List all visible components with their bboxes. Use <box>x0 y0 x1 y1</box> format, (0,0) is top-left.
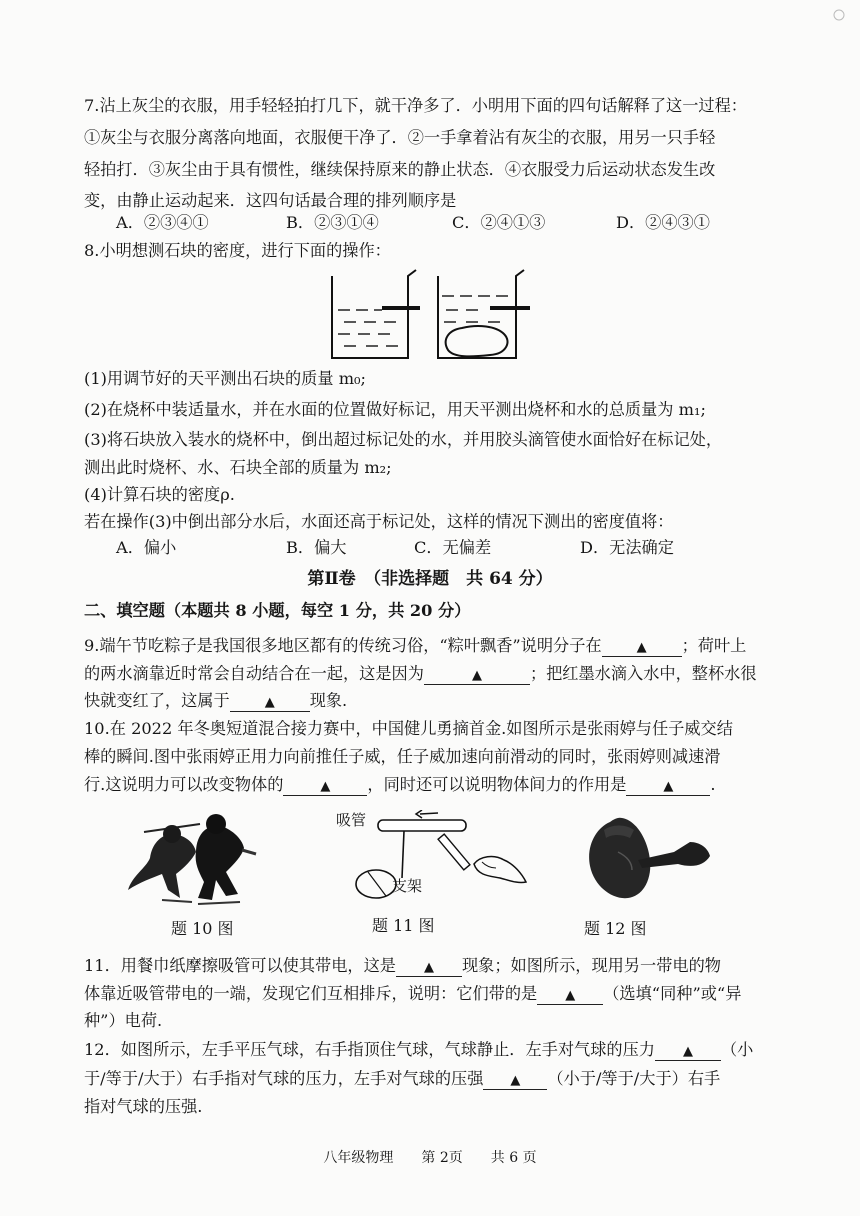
q9-text-3a: 快就变红了，这属于 <box>84 691 230 710</box>
q11-blank-1[interactable]: ▲ <box>396 960 462 977</box>
q9-line-3 <box>84 691 347 712</box>
q11-text-1a: 11．用餐巾纸摩擦吸管可以使其带电，这是 <box>84 956 396 975</box>
q11-text-2a: 体靠近吸管带电的一端，发现它们互相排斥，说明：它们带的是 <box>84 984 538 1003</box>
q7-line-3: 轻拍打．③灰尘由于具有惯性，继续保持原来的静止状态．④衣服受力后运动状态发生改 <box>84 160 716 179</box>
q9-blank-2[interactable]: ▲ <box>424 668 530 685</box>
q8-step-3: (3)将石块放入装水的烧杯中，倒出超过标记处的水，并用胶头滴管使水面恰好在标记处， <box>84 430 723 449</box>
q9-blank-1[interactable]: ▲ <box>602 640 682 657</box>
q11-line-3: 种”）电荷. <box>84 1011 163 1030</box>
q7-line-4: 变，由静止运动起来．这四句话最合理的排列顺序是 <box>84 191 457 210</box>
fig10-caption: 题 10 图 <box>171 919 234 938</box>
fig10-skaters-image <box>122 812 278 908</box>
q10-text-3b: ，同时还可以说明物体间力的作用是 <box>367 775 627 794</box>
corner-mark-icon <box>832 8 846 22</box>
q11-text-2b: （选填“同种”或“异 <box>603 984 742 1003</box>
fig11-caption: 题 11 图 <box>372 916 435 935</box>
q9-text-1b: ；荷叶上 <box>681 636 747 655</box>
q8-option-b: B．偏大 <box>286 538 347 557</box>
q7-option-d: D．②④③① <box>616 213 710 232</box>
q8-step-2: (2)在烧杯中装适量水，并在水面的位置做好标记，用天平测出烧杯和水的总质量为 m₁; <box>84 400 706 419</box>
q10-blank-1[interactable]: ▲ <box>283 779 367 796</box>
q8-step-4: (4)计算石块的密度ρ. <box>84 485 235 504</box>
q9-text-2b: ；把红墨水滴入水中，整杯水很 <box>529 664 757 683</box>
q9-text-3b: 现象. <box>309 691 348 710</box>
q10-line-2: 棒的瞬间.图中张雨婷正用力向前推任子威，任子威加速向前滑动的同时，张雨婷则减速滑 <box>84 747 721 766</box>
beaker-figure <box>320 266 535 366</box>
q8-option-d: D．无法确定 <box>580 538 674 557</box>
fig12-caption: 题 12 图 <box>584 919 647 938</box>
q8-step-3-cont: 测出此时烧杯、水、石块全部的质量为 m₂; <box>84 458 392 477</box>
q8-option-c: C．无偏差 <box>414 538 492 557</box>
stand-base <box>356 870 396 898</box>
q9-text-1a: 9.端午节吃粽子是我国很多地区都有的传统习俗，“粽叶飘香”说明分子在 <box>84 636 602 655</box>
stone <box>446 326 508 356</box>
q10-text-3c: . <box>710 775 716 794</box>
q9-line-2 <box>84 664 757 685</box>
fig12-balloon-image <box>578 812 718 904</box>
fig11-label-stand: 支架 <box>392 877 423 895</box>
q8-step-1: (1)用调节好的天平测出石块的质量 m₀; <box>84 369 366 388</box>
fig11-label-tube: 吸管 <box>336 811 367 829</box>
q11-blank-2[interactable]: ▲ <box>537 988 603 1005</box>
q12-text-2b: （小于/等于/大于）右手 <box>547 1069 721 1088</box>
q9-blank-3[interactable]: ▲ <box>230 695 310 712</box>
q11-line-1 <box>84 956 721 977</box>
q10-blank-2[interactable]: ▲ <box>626 779 710 796</box>
q9-text-2a: 的两水滴靠近时常会自动结合在一起，这是因为 <box>84 664 424 683</box>
q12-blank-1[interactable]: ▲ <box>655 1044 721 1061</box>
q7-option-c: C．②④①③ <box>452 213 546 232</box>
q10-text-3a: 行.这说明力可以改变物体的 <box>84 775 284 794</box>
q11-text-1b: 现象；如图所示，现用另一带电的物 <box>461 956 721 975</box>
q9-line-1 <box>84 636 746 657</box>
q10-line-3 <box>84 775 716 796</box>
section-subtitle: 二、填空题（本题共 8 小题，每空 1 分，共 20 分） <box>84 601 471 620</box>
q10-line-1: 10.在 2022 年冬奥短道混合接力赛中，中国健儿勇摘首金.如图所示是张雨婷与任子威交结 <box>84 719 733 738</box>
beaker-left <box>332 270 416 358</box>
q8-option-a: A．偏小 <box>116 538 177 557</box>
q7-line-1: 7.沾上灰尘的衣服，用手轻轻拍打几下，就干净多了．小明用下面的四句话解释了这一过程： <box>84 96 747 115</box>
section-title: 第Ⅱ卷 （非选择题 共 64 分） <box>307 569 553 589</box>
water-left <box>338 310 398 346</box>
q12-blank-2[interactable]: ▲ <box>483 1073 547 1090</box>
q12-text-1b: （小 <box>720 1040 754 1059</box>
q8-question: 若在操作(3)中倒出部分水后，水面还高于标记处，这样的情况下测出的密度值将： <box>84 512 674 531</box>
q7-line-2: ①灰尘与衣服分离落向地面，衣服便干净了．②一手拿着沾有灰尘的衣服，用另一只手轻 <box>84 128 716 147</box>
q12-line-3: 指对气球的压强. <box>84 1097 203 1116</box>
q12-text-2a: 于/等于/大于）右手指对气球的压力，左手对气球的压强 <box>84 1069 484 1088</box>
beaker-right <box>438 270 524 358</box>
q8-title: 8.小明想测石块的密度，进行下面的操作： <box>84 241 391 260</box>
straw <box>378 820 466 831</box>
q7-option-a: A．②③④① <box>116 213 209 232</box>
q7-option-b: B．②③①④ <box>286 213 379 232</box>
q11-line-2 <box>84 984 741 1005</box>
page-footer: 八年级物理 第 2页 共 6 页 <box>323 1150 537 1166</box>
q12-line-1 <box>84 1040 753 1061</box>
q12-text-1a: 12．如图所示，左手平压气球，右手指顶住气球，气球静止．左手对气球的压力 <box>84 1040 655 1059</box>
q12-line-2 <box>84 1069 720 1090</box>
